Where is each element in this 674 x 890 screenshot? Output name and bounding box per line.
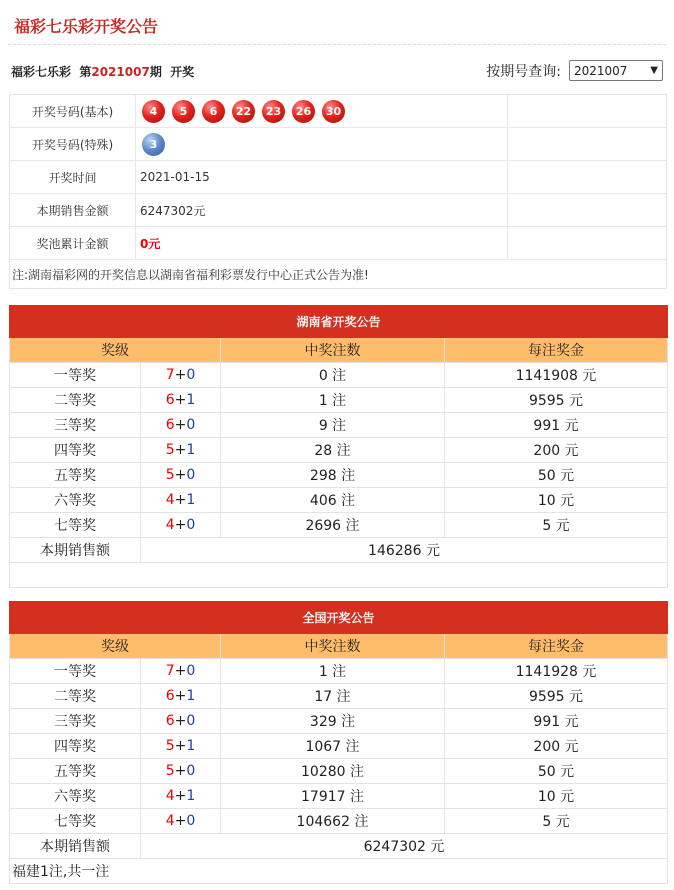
- prize-amount: 991 元: [445, 413, 668, 438]
- match-rule: [141, 513, 221, 538]
- sales-total-value: 6247302 元: [141, 834, 668, 859]
- match-rule: [141, 363, 221, 388]
- table-body: [10, 659, 668, 834]
- table-footer: 福建1注,共一注: [10, 859, 668, 884]
- prize-level: 七等奖: [10, 809, 141, 834]
- basic-numbers: [136, 95, 508, 127]
- prize-level: 三等奖: [10, 709, 141, 734]
- basic-match: 5: [165, 467, 175, 483]
- table-row: [10, 438, 668, 463]
- special-match: 0: [186, 763, 196, 779]
- prize-amount: 5 元: [445, 513, 668, 538]
- prize-level: 二等奖: [10, 388, 141, 413]
- plus-sign: +: [174, 788, 187, 804]
- column-header-prize: 每注奖金: [445, 338, 668, 363]
- plus-sign: +: [174, 738, 187, 754]
- sales-total-label: 本期销售额: [10, 834, 141, 859]
- winner-count: 1 注: [221, 659, 445, 684]
- issue-query: [486, 60, 663, 81]
- column-header-prize: 每注奖金: [445, 634, 668, 659]
- plus-sign: +: [174, 763, 187, 779]
- prize-amount: 9595 元: [445, 388, 668, 413]
- basic-numbers-row: [10, 95, 666, 128]
- match-rule: [141, 413, 221, 438]
- winner-count: 1067 注: [221, 734, 445, 759]
- winner-count: 0 注: [221, 363, 445, 388]
- match-rule: [141, 709, 221, 734]
- draw-info-panel: [9, 94, 667, 289]
- chevron-down-icon: ▼: [650, 65, 658, 76]
- special-match: 1: [186, 492, 196, 508]
- title-divider: [8, 44, 666, 45]
- special-number: [136, 128, 508, 160]
- column-header-level: 奖级: [10, 634, 221, 659]
- special-match: 0: [186, 813, 196, 829]
- prize-level: 四等奖: [10, 734, 141, 759]
- winner-count: 2696 注: [221, 513, 445, 538]
- basic-match: 4: [165, 788, 175, 804]
- special-match: 0: [186, 517, 196, 533]
- prize-amount: 10 元: [445, 488, 668, 513]
- prize-level: 四等奖: [10, 438, 141, 463]
- match-rule: [141, 488, 221, 513]
- national-prize-table: [9, 601, 668, 884]
- prize-level: 五等奖: [10, 759, 141, 784]
- basic-match: 6: [165, 392, 175, 408]
- match-rule: [141, 734, 221, 759]
- prize-level: 二等奖: [10, 684, 141, 709]
- winner-count: 17917 注: [221, 784, 445, 809]
- column-header-count: 中奖注数: [221, 634, 445, 659]
- query-label: 按期号查询:: [486, 63, 561, 80]
- prize-amount: 50 元: [445, 759, 668, 784]
- basic-match: 6: [165, 417, 175, 433]
- winner-count: 298 注: [221, 463, 445, 488]
- winner-count: 17 注: [221, 684, 445, 709]
- basic-match: 7: [165, 367, 175, 383]
- special-match: 0: [186, 467, 196, 483]
- issue-select-value: 2021007: [574, 63, 628, 78]
- pool-label: 奖池累计金额: [10, 227, 136, 259]
- draw-time-value: 2021-01-15: [136, 161, 508, 193]
- column-header-level: 奖级: [10, 338, 221, 363]
- issue-suffix: 期 开奖: [149, 65, 195, 79]
- winner-count: 406 注: [221, 488, 445, 513]
- draw-time-row: [10, 161, 666, 194]
- plus-sign: +: [174, 813, 187, 829]
- table-row: [10, 363, 668, 388]
- table-row: [10, 684, 668, 709]
- sales-total-value: 146286 元: [141, 538, 668, 563]
- basic-match: 5: [165, 442, 175, 458]
- basic-match: 6: [165, 713, 175, 729]
- disclaimer-note: 注:湖南福彩网的开奖信息以湖南省福利彩票发行中心正式公告为准!: [12, 267, 369, 282]
- prize-level: 一等奖: [10, 659, 141, 684]
- special-number-label: 开奖号码(特殊): [10, 128, 136, 160]
- prize-level: 三等奖: [10, 413, 141, 438]
- table-row: [10, 784, 668, 809]
- table-row: [10, 659, 668, 684]
- table-row: [10, 413, 668, 438]
- prize-level: 五等奖: [10, 463, 141, 488]
- sales-total-label: 本期销售额: [10, 538, 141, 563]
- match-rule: [141, 659, 221, 684]
- special-match: 1: [186, 442, 196, 458]
- table-body: [10, 363, 668, 538]
- special-match: 1: [186, 788, 196, 804]
- table-row: [10, 809, 668, 834]
- plus-sign: +: [174, 492, 187, 508]
- plus-sign: +: [174, 713, 187, 729]
- prize-amount: 1141928 元: [445, 659, 668, 684]
- special-match: 1: [186, 738, 196, 754]
- basic-match: 7: [165, 663, 175, 679]
- prize-amount: 5 元: [445, 809, 668, 834]
- plus-sign: +: [174, 663, 187, 679]
- red-ball: 5: [172, 100, 195, 123]
- sales-label: 本期销售金额: [10, 194, 136, 226]
- plus-sign: +: [174, 367, 187, 383]
- table-row: [10, 513, 668, 538]
- red-ball: 4: [142, 100, 165, 123]
- prize-amount: 200 元: [445, 438, 668, 463]
- special-number-row: [10, 128, 666, 161]
- basic-match: 4: [165, 517, 175, 533]
- red-ball: 30: [322, 100, 345, 123]
- winner-count: 329 注: [221, 709, 445, 734]
- plus-sign: +: [174, 517, 187, 533]
- prize-level: 一等奖: [10, 363, 141, 388]
- prize-level: 七等奖: [10, 513, 141, 538]
- red-ball: 22: [232, 100, 255, 123]
- page-title: 福彩七乐彩开奖公告: [14, 17, 159, 36]
- basic-match: 4: [165, 492, 175, 508]
- red-ball: 23: [262, 100, 285, 123]
- match-rule: [141, 388, 221, 413]
- winner-count: 9 注: [221, 413, 445, 438]
- special-match: 1: [186, 392, 196, 408]
- table-title: 全国开奖公告: [10, 602, 668, 634]
- red-ball: 26: [292, 100, 315, 123]
- pool-value: 0元: [136, 227, 508, 259]
- special-match: 0: [186, 367, 196, 383]
- column-header-count: 中奖注数: [221, 338, 445, 363]
- special-match: 0: [186, 417, 196, 433]
- table-row: [10, 488, 668, 513]
- prize-amount: 1141908 元: [445, 363, 668, 388]
- prize-amount: 991 元: [445, 709, 668, 734]
- match-rule: [141, 438, 221, 463]
- match-rule: [141, 684, 221, 709]
- prize-amount: 9595 元: [445, 684, 668, 709]
- prize-level: 六等奖: [10, 784, 141, 809]
- table-row: [10, 759, 668, 784]
- prize-amount: 200 元: [445, 734, 668, 759]
- table-row: [10, 388, 668, 413]
- special-match: 0: [186, 713, 196, 729]
- hunan-prize-table: [9, 305, 668, 588]
- sales-row: [10, 194, 666, 227]
- winner-count: 1 注: [221, 388, 445, 413]
- table-title: 湖南省开奖公告: [10, 306, 668, 338]
- table-row: [10, 734, 668, 759]
- winner-count: 28 注: [221, 438, 445, 463]
- table-row: [10, 463, 668, 488]
- match-rule: [141, 784, 221, 809]
- special-match: 1: [186, 688, 196, 704]
- match-rule: [141, 809, 221, 834]
- basic-match: 5: [165, 763, 175, 779]
- basic-match: 4: [165, 813, 175, 829]
- draw-time-label: 开奖时间: [10, 161, 136, 193]
- table-footer: [10, 563, 668, 588]
- red-ball: 6: [202, 100, 225, 123]
- basic-numbers-label: 开奖号码(基本): [10, 95, 136, 127]
- match-rule: [141, 759, 221, 784]
- plus-sign: +: [174, 442, 187, 458]
- blue-ball: 3: [142, 133, 165, 156]
- plus-sign: +: [174, 392, 187, 408]
- winner-count: 104662 注: [221, 809, 445, 834]
- issue-prefix: 福彩七乐彩 第: [11, 65, 92, 79]
- basic-match: 5: [165, 738, 175, 754]
- pool-row: [10, 227, 666, 260]
- special-match: 0: [186, 663, 196, 679]
- issue-number: 2021007: [91, 65, 150, 79]
- issue-select[interactable]: [569, 60, 663, 81]
- plus-sign: +: [174, 467, 187, 483]
- prize-amount: 50 元: [445, 463, 668, 488]
- basic-match: 6: [165, 688, 175, 704]
- match-rule: [141, 463, 221, 488]
- table-row: [10, 709, 668, 734]
- plus-sign: +: [174, 688, 187, 704]
- plus-sign: +: [174, 417, 187, 433]
- sales-value: 6247302元: [136, 194, 508, 226]
- issue-heading: [11, 63, 194, 80]
- prize-level: 六等奖: [10, 488, 141, 513]
- winner-count: 10280 注: [221, 759, 445, 784]
- prize-amount: 10 元: [445, 784, 668, 809]
